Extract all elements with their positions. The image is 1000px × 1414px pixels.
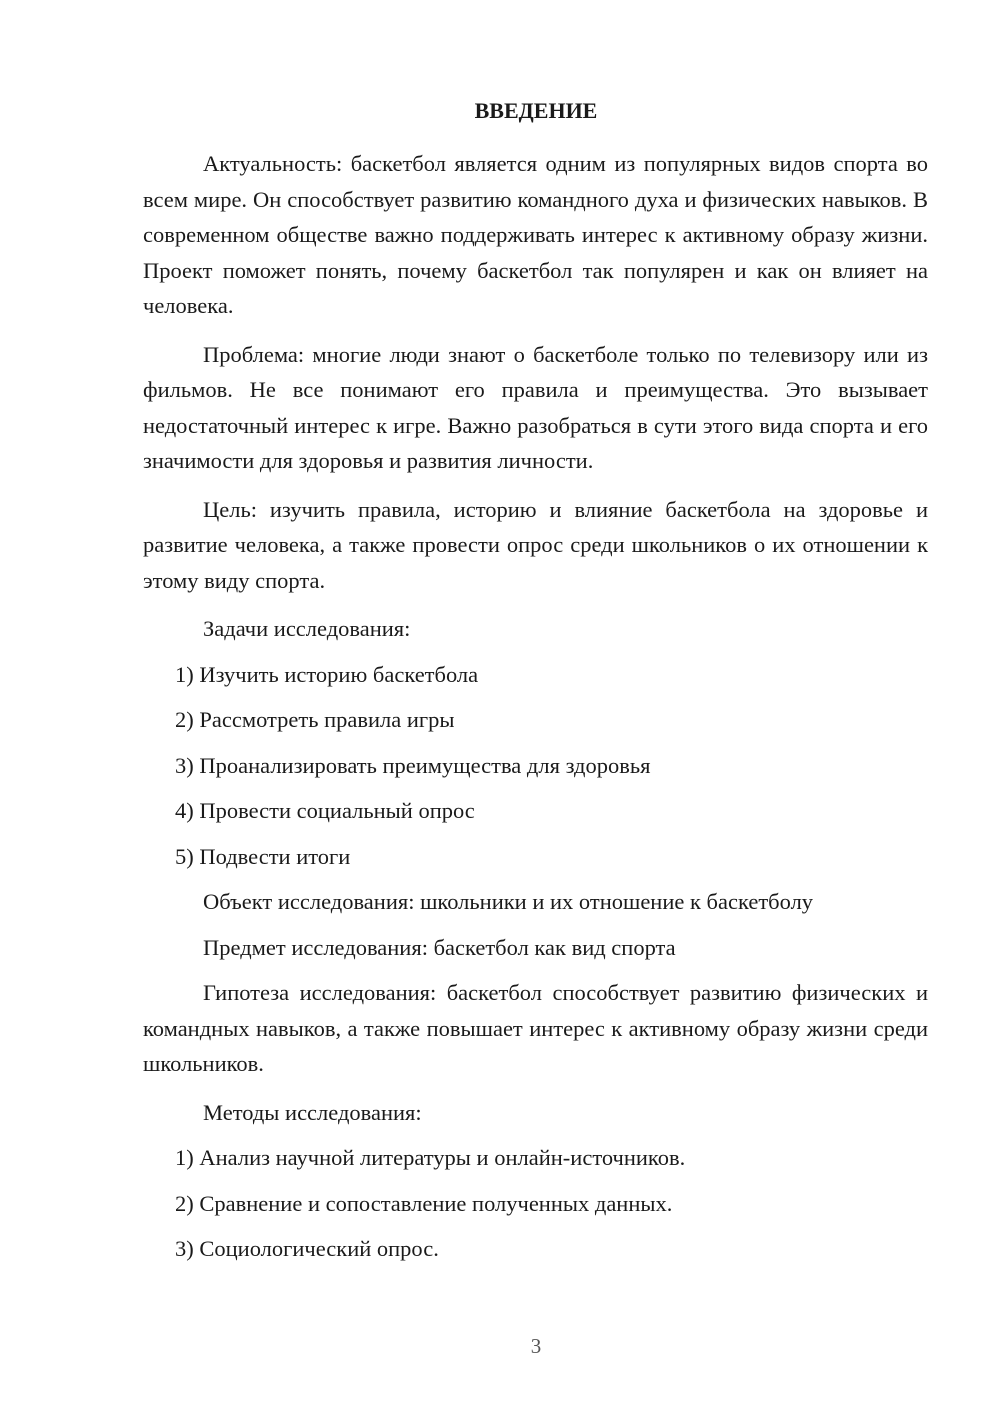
research-subject: Предмет исследования: баскетбол как вид спорта [203,934,676,960]
paragraph-goal: Цель: изучить правила, историю и влияние баскетбола на здоровье и развитие человека, а также провести опрос среди школьников о их отношении к этому виду спорта. [143,496,928,593]
task-item: 4) Провести социальный опрос [175,798,475,823]
method-item: 2) Сравнение и сопоставление полученных данных. [175,1190,673,1216]
document-body [143,146,928,1277]
task-item: 5) Подвести итоги [175,843,351,869]
research-object: Объект исследования: школьники и их отношение к баскетболу [203,889,814,914]
page-title: ВВЕДЕНИЕ [474,98,598,123]
method-item: 1) Анализ научной литературы и онлайн-источников. [175,1145,686,1170]
paragraph-problem: Проблема: многие люди знают о баскетболе только по телевизору или из фильмов. Не все понимают его правила и преимущества. Это вызывает недостаточный интерес к игре. Важно разобраться в сути этого вида спорта и его значимости для здоровья и развития личности. [143,341,928,473]
paragraph-hypothesis: Гипотеза исследования: баскетбол способствует развитию физических и командных навыков, а также повышает интерес к активному образу жизни среди школьников. [143,980,928,1076]
task-item: 1) Изучить историю баскетбола [175,661,479,687]
page-number: 3 [530,1334,542,1358]
method-item: 3) Социологический опрос. [175,1236,439,1261]
tasks-heading: Задачи исследования: [203,616,411,641]
task-item: 3) Проанализировать преимущества для здоровья [175,752,651,778]
methods-heading: Методы исследования: [203,1099,422,1125]
paragraph-actuality: Актуальность: баскетбол является одним из популярных видов спорта во всем мире. Он способствует развитию командного духа и физических навыков. В современном обществе важно поддерживать интерес к активному образу жизни. Проект поможет понять, почему баскетбол так популярен и как он влияет на человека. [143,151,928,318]
task-item: 2) Рассмотреть правила игры [175,707,455,732]
